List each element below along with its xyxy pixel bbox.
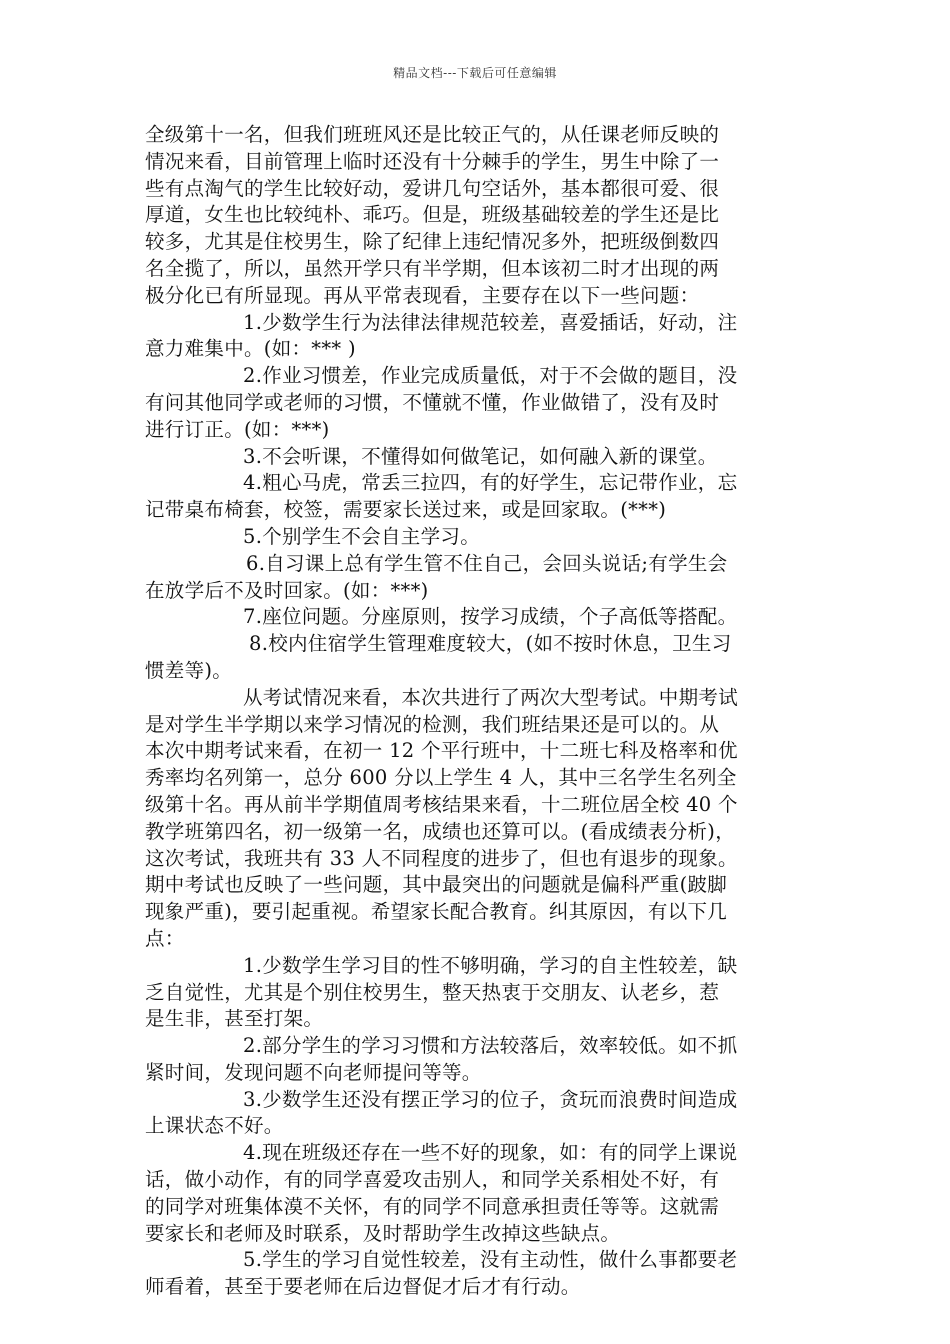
text-line: 乏自觉性，尤其是个别住校男生，整天热衷于交朋友、认老乡，惹 [145, 980, 720, 1004]
text-line: 从考试情况来看，本次共进行了两次大型考试。中期考试 [243, 685, 739, 709]
document-body [145, 122, 805, 1301]
text-line: 3.不会听课，不懂得如何做笔记，如何融入新的课堂。 [243, 444, 718, 468]
text-line: 2.作业习惯差，作业完成质量低，对于不会做的题目，没 [243, 364, 738, 388]
text-line: 7.座位问题。分座原则，按学习成绩，个子高低等搭配。 [243, 605, 738, 629]
page-header: 精品文档---下载后可任意编辑 [393, 66, 557, 80]
text-line: 在放学后不及时回家。(如：***) [145, 578, 429, 602]
text-line: 名全揽了，所以，虽然开学只有半学期，但本该初二时才出现的两 [145, 256, 720, 280]
text-line: 进行订正。(如：***) [145, 417, 330, 441]
text-line: 有问其他同学或老师的习惯，不懂就不懂，作业做错了，没有及时 [145, 390, 720, 414]
text-line: 5.个别学生不会自主学习。 [243, 524, 481, 548]
text-line: 全级第十一名，但我们班班风还是比较正气的，从任课老师反映的 [145, 123, 720, 146]
text-line: 期中考试也反映了一些问题，其中最突出的问题就是偏科严重(跛脚 [145, 873, 728, 897]
text-line: 较多，尤其是住校男生，除了纪律上违纪情况多外，把班级倒数四 [145, 230, 720, 254]
text-line: 3.少数学生还没有摆正学习的位子，贪玩而浪费时间造成 [243, 1087, 738, 1111]
text-line: 6.自习课上总有学生管不住自己，会回头说话;有学生会 [246, 551, 728, 575]
text-line: 这次考试，我班共有 33 人不同程度的进步了，但也有退步的现象。 [145, 846, 738, 870]
text-line: 8.校内住宿学生管理难度较大，(如不按时休息，卫生习 [249, 632, 732, 656]
text-line: 上课状态不好。 [145, 1114, 284, 1138]
text-line: 5.学生的学习自觉性较差，没有主动性，做什么事都要老 [243, 1248, 738, 1272]
text-line: 2.部分学生的学习习惯和方法较落后，效率较低。如不抓 [243, 1034, 738, 1058]
text-line: 些有点淘气的学生比较好动，爱讲几句空话外，基本都很可爱、很 [145, 176, 720, 200]
text-line: 极分化已有所显现。再从平常表现看，主要存在以下一些问题： [145, 283, 700, 307]
text-line: 4.现在班级还存在一些不好的现象，如：有的同学上课说 [243, 1141, 738, 1165]
text-line: 是生非，甚至打架。 [145, 1007, 324, 1031]
text-line: 是对学生半学期以来学习情况的检测，我们班结果还是可以的。从 [145, 712, 720, 736]
text-line: 话，做小动作，有的同学喜爱攻击别人，和同学关系相处不好，有 [145, 1168, 720, 1192]
text-line: 的同学对班集体漠不关怀，有的同学不同意承担责任等等。这就需 [145, 1194, 720, 1218]
text-line: 本次中期考试来看，在初一 12 个平行班中，十二班七科及格率和优 [145, 739, 738, 763]
text-line: 意力难集中。(如：*** ) [145, 337, 356, 361]
text-line: 级第十名。再从前半学期值周考核结果来看，十二班位居全校 40 个 [145, 792, 738, 816]
text-line: 4.粗心马虎，常丢三拉四，有的好学生，忘记带作业，忘 [243, 471, 738, 495]
text-line: 现象严重)，要引起重视。希望家长配合教育。纠其原因，有以下几 [145, 900, 728, 924]
text-line: 1.少数学生学习目的性不够明确，学习的自主性较差，缺 [243, 953, 738, 977]
text-line: 厚道，女生也比较纯朴、乖巧。但是，班级基础较差的学生还是比 [145, 203, 720, 227]
text-line: 点： [145, 926, 185, 950]
text-line: 要家长和老师及时联系，及时帮助学生改掉这些缺点。 [145, 1221, 621, 1245]
text-line: 秀率均名列第一，总分 600 分以上学生 4 人，其中三名学生名列全 [145, 766, 737, 790]
text-line: 惯差等)。 [145, 658, 233, 682]
text-line: 记带桌布椅套，校签，需要家长送过来，或是回家取。(***) [145, 498, 667, 522]
text-line: 情况来看，目前管理上临时还没有十分棘手的学生，男生中除了一 [145, 149, 720, 173]
text-line: 师看着，甚至于要老师在后边督促才后才有行动。 [145, 1275, 581, 1299]
text-line: 紧时间，发现问题不向老师提问等等。 [145, 1060, 482, 1084]
text-line: 1.少数学生行为法律法律规范较差，喜爱插话，好动，注 [243, 310, 738, 334]
text-line: 教学班第四名，初一级第一名，成绩也还算可以。(看成绩表分析)， [145, 819, 736, 843]
